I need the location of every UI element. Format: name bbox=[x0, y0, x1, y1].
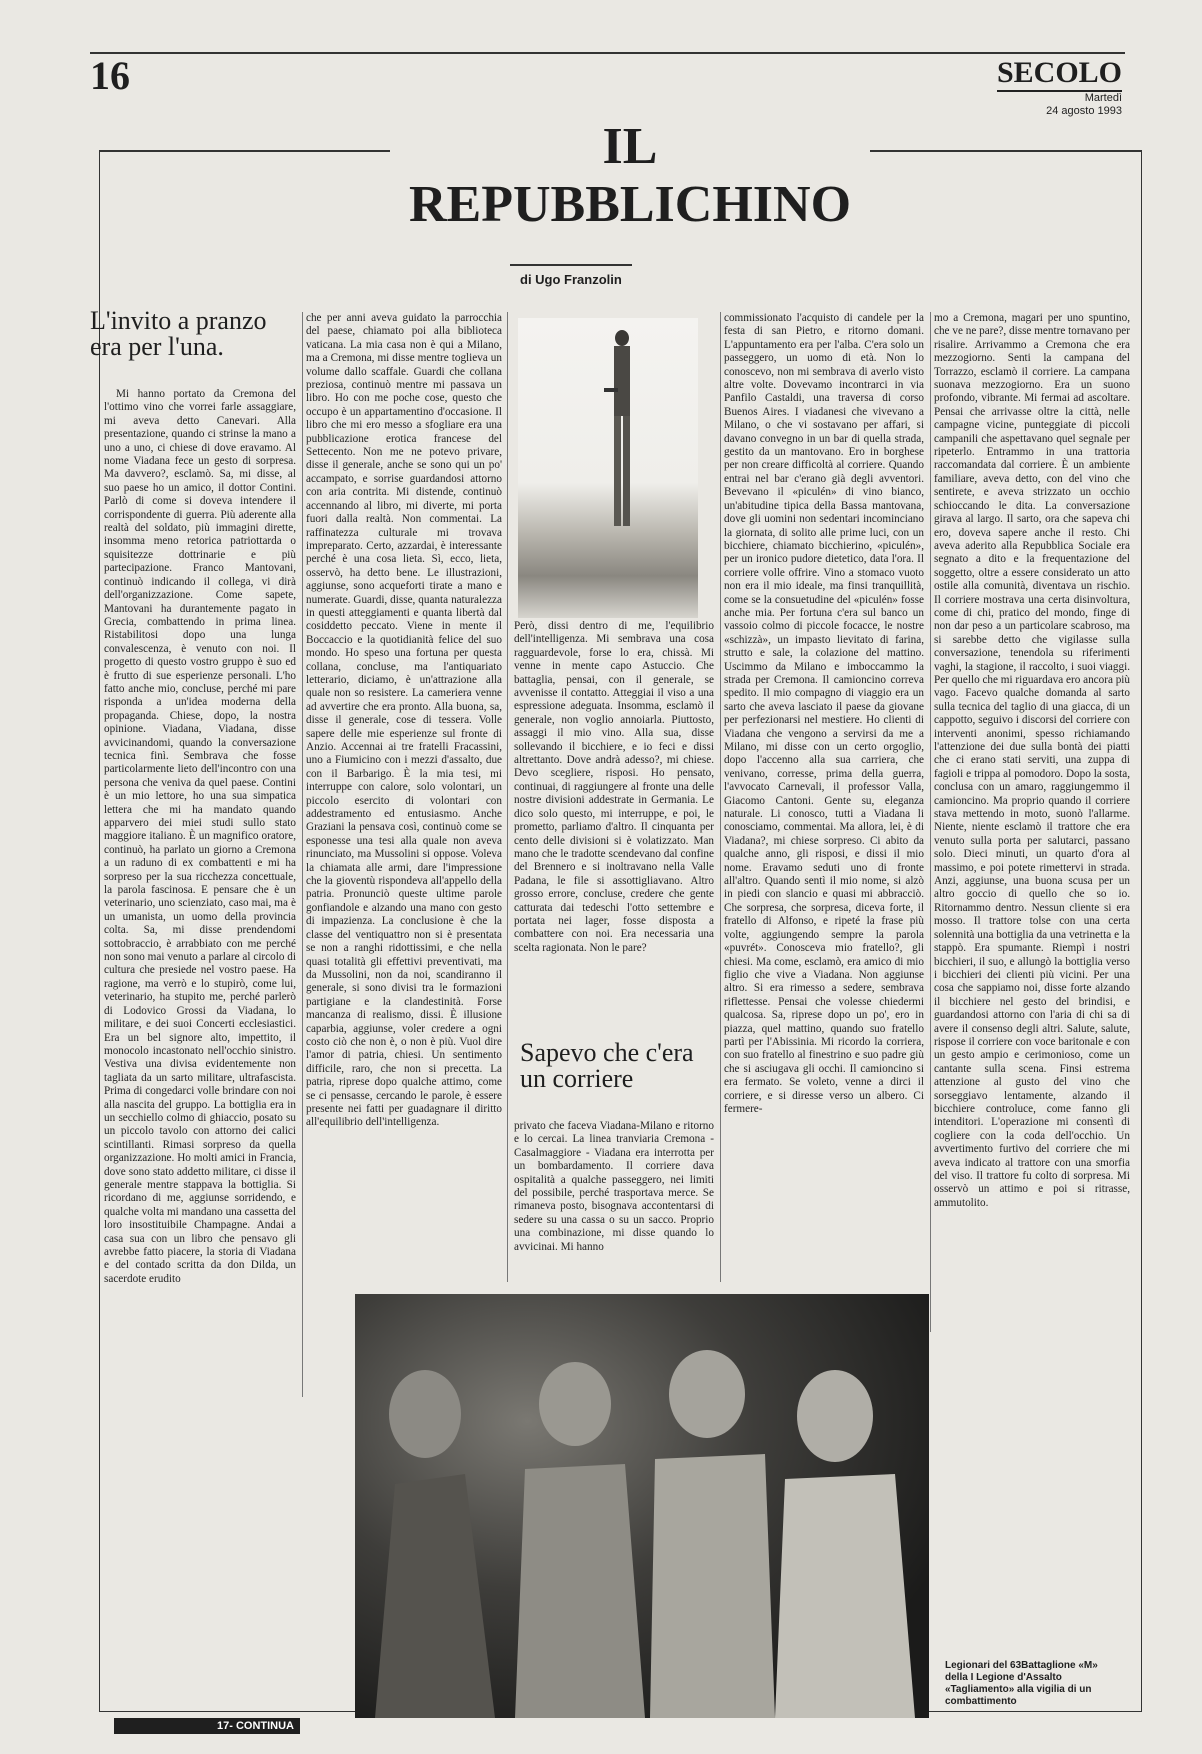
title-line-2: REPUBBLICHINO bbox=[408, 176, 852, 233]
article-title bbox=[390, 118, 870, 234]
byline: di Ugo Franzolin bbox=[510, 264, 632, 287]
column-2: che per anni aveva guidato la parrocchia del paese, chiamato poi alla biblioteca vaticana. La mia casa non è qui a Milano, ma a Cremona, mi disse mentre toglieva un volume dallo scaffale. Guardi che collana preziosa, continuò mentre mi passava un libro. Ho con me poche cose, questo che occupo è un appartamentino d'occasione. Il libro che mi ero messo a sfogliare era una pubblicazione erotica francese del Settecento. Non me ne potevo privare, disse il generale, anche se sono qui un po' accampato, e sorrise guardandosi attorno con aria contrita. Mi distende, continuò accennando al libro, mi diverte, mi porta fuori dalla realtà. Non commentai. La raffinatezza culturale mi trovava impreparato. Certo, azzardai, è interessante perché è una cosa lieta. Sì, ecco, lieta, osservò, ha detto bene. Le illustrazioni, aggiunse, sono acqueforti tirate a mano e numerate. Guardi, disse, quanta naturalezza in questi atteggiamenti e quanta libertà dal cosiddetto peccato. Viene in mente il Boccaccio e la quotidianità felice del suo mondo. Ho speso una fortuna per questa collana, concluse, ma l'antiquariato letterario, diciamo, è un'attrazione alla quale non so resistere. La cameriera venne ad avvertire che era pronto. Alla buona, sa, disse il generale, cose di tessera. Volle sapere delle mie esperienze sul fronte di Anzio. Accennai ai tre fratelli Fracassini, uno a Fiumicino con i mezzi d'assalto, due con il Barbarigo. È la mia tesi, mi interruppe con calore, solo volontari, un piccolo esercito di volontari con addestramento ed entusiasmo. Anche Graziani la pensava così, continuò come se esponesse una tesi alla quale non aveva rinunciato, ma Mussolini si oppose. Voleva la chiamata alle armi, dare l'impressione che la gioventù rispondeva all'appello della patria. Pronunciò queste ultime parole gonfiandole e alzando una mano con gesto di impazienza. La conclusione è che la classe del ventiquattro non si è presentata se non a ranghi ridottissimi, e che nella quasi totalità gli effettivi preventivati, ma da Mussolini, non da noi, scandiranno il generale, si sono divisi tra le formazioni partigiane e la clandestinità. Forse mancanza di realismo, dissi. È illusione caparbia, aggiunse, voler credere a ogni costo ciò che non è, o non è più. Vuol dire l'amor di patria, chiesi. Un sentimento difficile, raro, che non si precetta. La patria, riprese dopo qualche attimo, come se ci pensasse, cercando le parole, è essere presente nei fatti per guadagnare il diritto all'equilibrio dell'intelligenza. bbox=[306, 312, 502, 1129]
column-4: commissionato l'acquisto di candele per la festa di san Pietro, e ritorno domani. L'appuntamento era per l'alba. C'era solo un passeggero, un uomo di età. Non lo conoscevo, non mi sembrava di averlo visto altre volte. Dovevamo incontrarci in via Panfilo Castaldi, una traversa di corso Buenos Aires. I viadanesi che vivevano a Milano, o che vi sostavano per affari, si davano convegno in un bar di quella strada, gestito da un mantovano. Ero in borghese per non creare difficoltà al corriere. Quando entrai nel bar c'erano già degli avventori. Bevevano il «piculén» di vino bianco, un'abitudine tipica della Bassa mantovana, dove gli uomini non sedentari incominciano la giornata, di solito alle prime luci, con un bicchiere, chiamato bicchierino, «piculén», per un ironico pudore dietetico, data l'ora. Il corriere volle offrire. Vino a stomaco vuoto non era il mio ideale, ma finsi tranquillità, come se la consuetudine del «piculén» fosse anche mia. Per fortuna c'era sul banco un vassoio colmo di piccole focacce, le nostre «schizzà», un impasto lievitato di farina, strutto e sale, la colazione del mattino. Uscimmo da Milano e imboccammo la strada per Cremona. Il camioncino correva spedito. Il mio compagno di viaggio era un sarto che aveva lasciato il paese da giovane per perfezionarsi nel mestiere. Ho clienti di Viadana che vengono a servirsi da me a Milano, mi disse con un certo orgoglio, dopo l'accenno alla sua carriera, che venivano, corresse, prima della guerra, l'avvocato Carnevali, il professor Valla, Giacomo Cantoni. Gente su, eleganza naturale. Li conosco, tutti a Viadana li conosciamo, commentai. Ma allora, lei, è di Viadana?, mi chiese sorpreso. Ci abito da qualche anno, gli risposi, e dissi il mio nome. Eravamo seduti uno di fronte all'altro. Quando sentì il mio nome, si alzò in piedi con slancio e quasi mi abbracciò. Che sorpresa, che sorpresa, diceva forte, il fratello di Alfonso, e ripeté la frase più volte, aggiungendo sempre la parola «puvrét». Conosceva mio fratello?, gli chiesi. Ma come, esclamò, era amico di mio figlio che vive a Viadana. Non aggiunse altro. Si era rimesso a sedere, sembrava riflettesse. Pensai che volesse chiedermi qualcosa. Sa, riprese dopo un po', ero in piazza, quel mattino, quando suo fratello partì per l'Abissinia. Mi ricordo la corriera, con suo fratello al finestrino e suo padre giù che si asciugava gli occhi. Il camioncino si era fermato. Se voleto, venne a dirci il corriere, e si diresse verso un albero. Ci fermere- bbox=[724, 312, 924, 1115]
legionaries-photo-shapes bbox=[355, 1294, 929, 1718]
legionaries-photo bbox=[355, 1294, 929, 1718]
soldier-photo bbox=[518, 318, 698, 618]
title-line-1: IL bbox=[602, 118, 658, 175]
masthead bbox=[997, 58, 1122, 118]
continue-label: 17- CONTINUA bbox=[114, 1718, 300, 1734]
issue-date: 24 agosto 1993 bbox=[1046, 105, 1122, 117]
title-rule bbox=[99, 150, 390, 152]
title-rule bbox=[870, 150, 1142, 152]
column-divider bbox=[302, 312, 303, 1397]
top-rule bbox=[90, 52, 1125, 54]
column-divider bbox=[507, 312, 508, 1282]
column-1: Mi hanno portato da Cremona del l'ottimo vino che vorrei farle assaggiare, mi aveva detto Canevari. Alla presentazione, quando ci strinse la mano a uno a uno, ci chiese di dove eravamo. Al nome Viadana fece un gesto di sorpresa. Ma davvero?, esclamò. Sa, mi disse, al suo paese ho un amico, il dottor Contini. Parlò di come si doveva intendere il corrispondente di guerra. Più aderente alla realtà del soldato, più immagini dirette, insomma meno retorica patriottarda o squisitezze dottrinarie e più partecipazione. Franco Mantovani, continuò indicando il collega, vi dirà dell'organizzazione. Come sapete, Mantovani ha durantemente pagato in Grecia, combattendo in prima linea. Ristabilitosi dopo una lunga convalescenza, è venuto con noi. Il progetto di questo vostro gruppo è suo ed è frutto di sue esperienze personali. L'ho fatto anche mio, concluse, perché mi pare risponda a un'idea moderna della propaganda. Chiese, dopo, la nostra opinione. Viadana, Viadana, disse avvicinandomi, quando la conversazione tecnica finì. Sembrava che fosse particolarmente lieto dell'incontro con una persona che veniva da quel paese. Contini è un mio lettore, ho una sua simpatica lettera che mi ha mandato quando apparvero dei miei studi sullo stato maggiore italiano. È un magnifico oratore, continuò, ha parlato un giorno a Cremona a un raduno di ex combattenti e mi ha sorpreso per la sua ricchezza concettuale, la parola fascinosa. E pensare che è un veterinario, uno scienziato, caso mai, ma è un umanista, un uomo della provincia colta. Sa, mi disse prendendomi sottobraccio, è arrabbiato con me perché non sono mai venuto a parlare al circolo di cultura che presiede nel vostro paese. Ha ragione, ma verrò e lo stupirò, come lui, veterinario, ha stupito me, perché parlerò di Lodovico Grossi da Viadana, lo militare, e dei suoi Concerti ecclesiastici. Era un bel signore alto, impettito, il monocolo incastonato nell'occhio sinistro. Vestiva una divisa evidentemente non tagliata da un sarto militare, ultrafascista. Prima di congedarci volle brindare con noi alla nascita del gruppo. La bottiglia era in un secchiello colmo di ghiaccio, posato su un piccolo tavolo con attorno dei calici scintillanti. Rimasi sorpreso da quella organizzazione. Ho molti amici in Francia, dove sono stato addetto militare, ci disse il generale mentre stappava la bottiglia. Si ricordano di me, aggiunse sorridendo, e qualche volta mi mandano una cassetta del loro insostituibile Champagne. Andai a casa sua con un libro che pensavo gli avrebbe fatto piacere, la storia di Viadana e del contado scritta da don Dilda, un sacerdote erudito bbox=[104, 388, 296, 1285]
subhead-1: L'invito a pranzo era per l'una. bbox=[90, 306, 267, 361]
column-3: Però, dissi dentro di me, l'equilibrio dell'intelligenza. Mi sembrava una cosa ragguardevole, forse lo era, chissà. Mi venne in mente capo Astuccio. Che battaglia, pensai, con il generale, se avvenisse il contatto. Atteggiai il viso a una espressione adeguata. Insomma, esclamò il generale, non voglio annoiarla. Piuttosto, assaggi il mio vino. Alla sua, disse sollevando il bicchiere, e io feci e dissi altrettanto. Dove andrà adesso?, mi chiese. Devo scegliere, risposi. Ho pensato, continuai, di raggiungere al fronte una delle nostre divisioni addestrate in Germania. Le dico solo questo, mi interruppe, e poi, le prometto, parliamo d'altro. Il cinquanta per cento delle divisioni si è volatizzato. Man mano che le tradotte scendevano dal confine del Brennero e si inoltravano nella Valle Padana, le file si assottigliavano. Altro grosso errore, concluse, credere che gente catturata dai tedeschi l'otto settembre e portata nei lager, fosse disposta a combattere con noi. Era necessaria una scelta ragionata. Non le pare? bbox=[514, 620, 714, 954]
column-divider bbox=[930, 312, 931, 1332]
column-5: mo a Cremona, magari per uno spuntino, che ve ne pare?, disse mentre tornavano per risalire. Arrivammo a Cremona che era mezzogiorno. Senti la campana del Torrazzo, esclamò il corriere. La campana suonava mezzogiorno. Era un suono profondo, vibrante. Mi fermai ad ascoltare. Pensai che arrivasse oltre la città, nelle campagne vicine, punteggiate di piccoli campanili che aspettavano quel segnale per ripeterlo. Entrammo in una trattoria raccomandata dal corriere. È un ambiente familiare, aveva detto, con del vino che sentirete, e aveva strizzato un occhio schioccando le dita. La conversazione girava al largo. Il sarto, ora che sapeva chi ero, doveva sapere anche il resto. Chi aveva aderito alla Repubblica Sociale era segnato a dito e la frequentazione del soggetto, oltre a essere considerato un atto ostile alla comunità, diventava un rischio. Il corriere mostrava una certa disinvoltura, come di chi, pratico del mondo, finge di non dar peso a un particolare scabroso, ma si sarebbe detto che vigilasse sulla conversazione, tenendola su riferimenti vaghi, la stagione, il raccolto, i suoi viaggi. Per quello che mi riguardava ero ancora più vago. Facevo qualche domanda al sarto sulla tecnica del taglio di una giacca, di un cappotto, seguivo i discorsi del corriere con interventi anonimi, spesso richiamando l'attenzione dei due sulla bontà dei piatti che ci erano stati serviti, una zuppa di fagioli e trippa al pomodoro. Dopo la sosta, conclusa con un amaro, raggiungemmo il camioncino. Ma proprio quando il corriere stava mettendo in moto, suonò l'allarme. Niente, niente esclamò il trattore che era venuto sulla porta per salutarci, passano solo. Dieci minuti, un quarto d'ora al massimo, e poi potete rimettervi in strada. Anzi, aggiunse, una buona scusa per un altro goccio di quello che so io. Ritornammo dentro. Nessun cliente si era mosso. Il trattore tolse con una certa solennità una bottiglia da una vetrinetta e la stappò. Era spumante. Riempì i nostri bicchieri, il suo, e allungò la bottiglia verso i bicchieri dei clienti più vicini. Per una cosa che sappiamo noi, disse forte alzando il bicchiere nel gesto del brindisi, e guardandosi attorno con l'aria di chi sa di avere il consenso degli altri. Salute, salute, rispose il corriere con voce baritonale e con un gesto ampio e cerimonioso, come un cantante sulla scena. Finsi estrema attenzione al gusto del vino che sorseggiavo lentamente, alzando il bicchiere controluce, come fanno gli intenditori. L'operazione mi consentì di cogliere con la coda dell'occhio. Un avvertimento furtivo del corriere che mi aveva indicato al trattore con una smorfia del viso. Il trattore fu colto di sorpresa. Mi osservò un attimo e poi si ritrasse, ammutolito. bbox=[934, 312, 1130, 1209]
photo-caption: Legionari del 63Battaglione «M» della I Legione d'Assalto «Tagliamento» alla vigilia di un combattimento bbox=[945, 1660, 1098, 1707]
newspaper-logo: SECOLO bbox=[997, 58, 1122, 92]
soldier-figure bbox=[604, 328, 638, 578]
subhead-2: Sapevo che c'era un corriere bbox=[520, 1038, 694, 1093]
column-3-continued: privato che faceva Viadana-Milano e ritorno e lo cercai. La linea tranviaria Cremona - Casalmaggiore - Viadana era interrotta per un bombardamento. Il corriere dava ospitalità a qualche passeggero, nei limiti del possibile, perché trasportava merce. Se rimaneva posto, bisognava accontentarsi di sedere su una cassa o su un sacco. Proprio una combinazione, mi disse quando lo avvicinai. Mi hanno bbox=[514, 1120, 714, 1253]
issue-day: Martedì bbox=[1084, 92, 1122, 104]
page-number: 16 bbox=[90, 53, 130, 98]
column-divider bbox=[720, 312, 721, 1282]
